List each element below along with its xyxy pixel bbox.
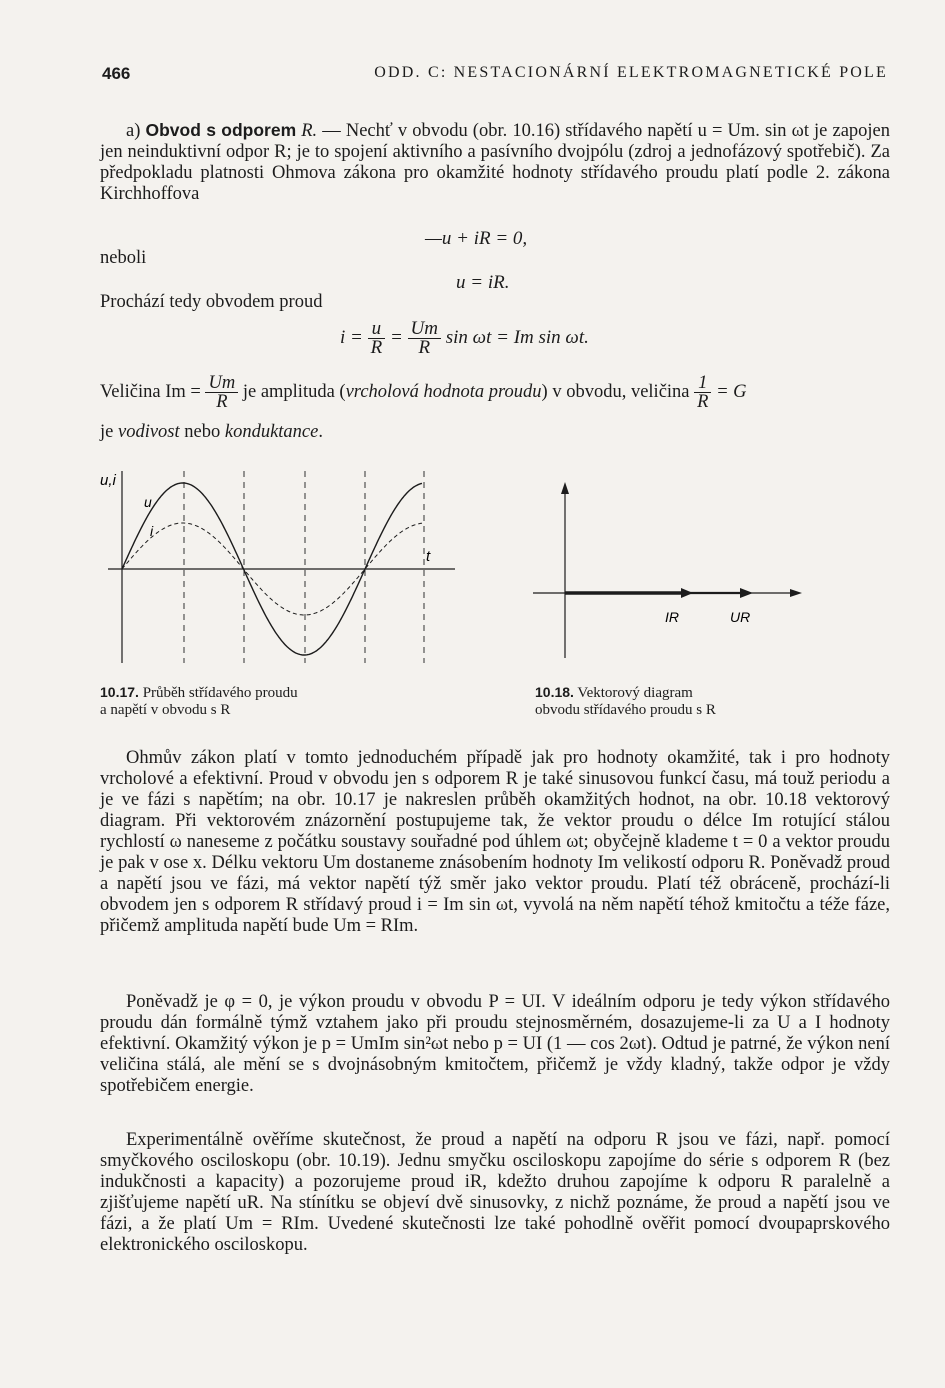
fig17-label-i: i: [150, 523, 154, 539]
equation-kirchhoff: —u + iR = 0,: [425, 228, 528, 249]
fig17-label-u: u: [144, 494, 152, 510]
page-header: [100, 58, 890, 90]
vector-voltage-head: [740, 588, 753, 598]
fig17-label-t: t: [426, 548, 431, 565]
fraction-amplitude: $\frac{Um}{R}$: [205, 374, 238, 411]
paragraph-body-3: Experimentálně ověříme skutečnost, že proud a napětí na odporu R jsou ve fázi, např. pomocí smyčkového osciloskopu (obr. 10.19). Jednu smyčku osciloskopu zapojíme do série s odporem R (bez indukčnosti a kapacity) a pozorujeme proud iR, kdežto druhou zapojíme k odporu R paralelně a zjišťujeme napětí uR. Na stínítku se objeví dvě sinusovky, z nichž poznáme, že proud a napětí jsou ve fázi, a že platí Um = RIm. Uvedené skutečnosti lze také pohodlně ověřit pomocí dvoupaprskového elektronického osciloskopu.: [100, 1130, 890, 1255]
paragraph-body-1: Ohmův zákon platí v tomto jednoduchém případě jak pro hodnoty okamžité, tak i pro hodnoty vrcholové a efektivní. Proud v obvodu jen s odporem R je také sinusovou funkcí času, má touž periodu a je ve fázi s napětím; na obr. 10.17 je nakreslen průběh okamžitých hodnot, na obr. 10.18 vektorový diagram. Při vektorovém znázornění postupujeme tak, že vektor proudu o délce Im rotující stálou rychlostí ω naneseme z počátku soustavy souřadné pod úhlem ωt; obyčejně klademe t = 0 a vektor proudu je pak v ose x. Délku vektoru Um dostaneme znásobením hodnoty Im velikostí odporu R. Poněvadž proud a napětí jsou ve fázi, má vektor napětí týž směr jako vektor proudu. Platí též obráceně, prochází-li obvodem jen s odporem R střídavý proud i = Im sin ωt, vyvolá na něm napětí téhož kmitočtu a téže fáze, přičemž amplituda napětí bude Um = RIm.: [100, 748, 890, 936]
paragraph-body-2: Poněvadž je φ = 0, je výkon proudu v obvodu P = UI. V ideálním odporu je tedy výkon střídavého proudu dán formálně týmž vztahem jako při proudu stejnosměrném, dosazujeme-li za U a I hodnoty efektivní. Okamžitý výkon je p = UmIm sin²ωt nebo p = UI (1 — cos 2ωt). Odtud je patrné, že výkon není veličina stálá, ale mění se s dvojnásobným kmitočtem, přičemž je vždy kladný, takže odpor je vždy spotřebičem energie.: [100, 992, 890, 1096]
fig17-axis-label: u,i: [100, 472, 116, 489]
paragraph-a: a) Obvod s odporem R. — Nechť v obvodu (obr. 10.16) střídavého napětí u = Um. sin ωt je zapojen jen neinduktivní odpor R; je to spojení aktivního a pasívního dvojpólu (zdroj a jednofázový spotřebič). Za předpokladu platnosti Ohmova zákona pro okamžité hodnoty střídavého proudu platí podle 2. zákona Kirchhoffova: [100, 120, 891, 204]
text-prochazi: Prochází tedy obvodem proud: [100, 292, 323, 312]
paragraph-velicina: Veličina Im = $\frac{Um}{R}$ je amplituda (vrcholová hodnota proudu) v obvodu, veličina $\frac{1}{R}$ = G: [100, 373, 747, 412]
figure-sine-waves: [100, 463, 470, 678]
caption-fig18: 10.18. Vektorový diagram obvodu střídavého proudu s R: [535, 684, 716, 718]
fig18-x-arrow: [790, 589, 802, 597]
text-vodivost: je vodivost nebo konduktance.: [100, 422, 323, 442]
equation-ohm: u = iR.: [456, 272, 510, 293]
page-number: 466: [102, 64, 131, 83]
caption-fig17: 10.17. Průběh střídavého proudu a napětí v obvodu s R: [100, 684, 298, 718]
figure-vector-diagram: [525, 478, 815, 678]
fraction-conductance: $\frac{1}{R}$: [694, 374, 711, 411]
fig18-label-ur: UR: [730, 609, 751, 625]
fig18-y-arrow: [561, 482, 569, 494]
section-heading: Obvod s odporem: [145, 120, 297, 140]
fig18-label-ir: IR: [665, 609, 679, 625]
text-neboli: neboli: [100, 248, 147, 268]
fraction-u-r: $\frac{u}{R}$: [368, 320, 386, 357]
equation-current: i = $\frac{u}{R}$ = $\frac{Um}{R}$ sin ωt = Im sin ωt.: [340, 318, 589, 358]
fraction-um-r: $\frac{Um}{R}$: [408, 320, 441, 357]
running-title: ODD. C: NESTACIONÁRNÍ ELEKTROMAGNETICKÉ POLE: [374, 64, 888, 81]
